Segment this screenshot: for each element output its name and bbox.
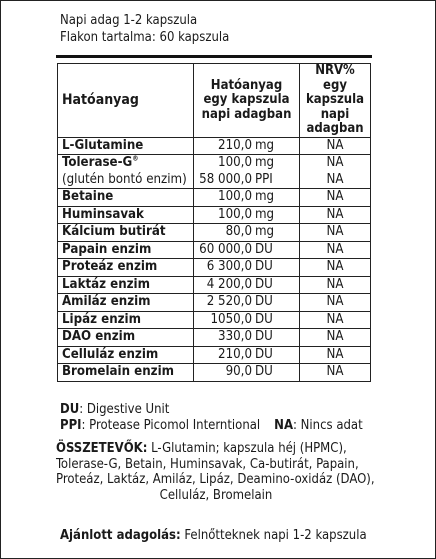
nrv-value: NA — [326, 364, 344, 379]
amount-value-2: 58 000,0 — [199, 171, 252, 187]
nrv-value: NA — [326, 329, 344, 344]
amount-unit: DU — [255, 346, 273, 362]
ingredients-line-4: Celluláz, Bromelain — [159, 487, 273, 503]
amount-value: 60 000,0 — [199, 241, 252, 257]
unit-cell — [252, 224, 300, 242]
amount-unit: mg — [255, 137, 275, 153]
unit-cell — [252, 329, 300, 347]
name-cell — [58, 311, 194, 329]
bottle-content-text: Flakon tartalma: 60 kapszula — [60, 30, 230, 45]
ingredient-name: Bromelain enzim — [62, 364, 174, 379]
amount-unit: mg — [255, 206, 275, 222]
nrv-value: NA — [326, 206, 344, 222]
amount-value: 100,0 — [218, 206, 252, 222]
amount-unit: DU — [255, 294, 273, 309]
name-cell — [58, 294, 194, 312]
amount-value: 100,0 — [218, 189, 252, 204]
col-nrv-header: NRV% egy kapszula napi adagban — [300, 64, 371, 138]
amount-unit: mg — [255, 224, 275, 239]
unit-cell — [252, 346, 300, 364]
table-row — [58, 259, 371, 277]
table-row — [58, 294, 371, 312]
na-text: : Nincs adat — [293, 418, 363, 433]
amount-unit: mg — [255, 155, 275, 170]
nrv-value: NA — [326, 155, 344, 170]
nrv-cell — [300, 155, 371, 189]
du-note — [60, 402, 380, 418]
nrv-value: NA — [326, 224, 344, 239]
table-row — [58, 346, 371, 364]
name-cell — [58, 189, 194, 207]
unit-cell — [252, 276, 300, 294]
amount-cell — [194, 137, 253, 155]
table-row — [58, 311, 371, 329]
amount-unit: DU — [255, 259, 273, 274]
na-abbr: NA — [274, 418, 294, 433]
recommended-dosage — [60, 528, 367, 543]
nutrition-table — [57, 63, 371, 382]
amount-cell — [194, 224, 253, 242]
amount-cell — [194, 241, 253, 259]
unit-cell — [252, 259, 300, 277]
nrv-cell — [300, 241, 371, 259]
amount-value: 80,0 — [225, 224, 252, 239]
amount-cell — [194, 364, 253, 382]
unit-cell — [252, 311, 300, 329]
table-row — [58, 276, 371, 294]
table-row — [58, 155, 371, 189]
name-cell — [58, 276, 194, 294]
ppi-abbr: PPI — [60, 418, 82, 433]
amount-cell — [194, 294, 253, 312]
nrv-value: NA — [326, 241, 344, 257]
ppi-na-note — [60, 418, 380, 434]
table-row — [58, 224, 371, 242]
amount-value: 2 520,0 — [206, 294, 252, 309]
nrv-cell — [300, 329, 371, 347]
name-cell — [58, 329, 194, 347]
amount-value: 6 300,0 — [206, 259, 252, 274]
nrv-cell — [300, 224, 371, 242]
amount-unit: DU — [255, 311, 273, 327]
nrv-cell — [300, 276, 371, 294]
amount-cell — [194, 189, 253, 207]
ingredient-name: Celluláz enzim — [62, 346, 159, 362]
ingredient-name: Kálcium butirát — [62, 224, 166, 239]
ingredients-line-2: Tolerase-G, Betain, Huminsavak, Ca-butirát, Papain, — [56, 456, 359, 472]
name-cell — [58, 224, 194, 242]
ingredients-line-3: Proteáz, Laktáz, Amiláz, Lipáz, Deamino-oxidáz (DAO), — [56, 472, 375, 487]
ingredients-line-1 — [56, 441, 376, 457]
unit-cell — [252, 189, 300, 207]
nrv-cell — [300, 294, 371, 312]
unit-cell — [252, 294, 300, 312]
ingredient-name: Proteáz enzim — [62, 259, 158, 274]
name-cell — [58, 206, 194, 224]
table-body — [58, 137, 371, 381]
ingredient-name: Amiláz enzim — [62, 294, 151, 309]
table-row — [58, 206, 371, 224]
ingredients-text-1: L-Glutamin; kapszula héj (HPMC), — [147, 441, 347, 456]
unit-cell — [252, 364, 300, 382]
ingredient-name: Lipáz enzim — [62, 311, 141, 327]
name-cell — [58, 346, 194, 364]
amount-unit: DU — [255, 241, 273, 257]
amount-value: 1050,0 — [210, 311, 252, 327]
nrv-cell — [300, 189, 371, 207]
amount-unit: DU — [255, 276, 273, 292]
ingredients-label: ÖSSZETEVŐK: — [56, 441, 148, 456]
daily-dose-text: Napi adag 1-2 kapszula — [60, 13, 198, 28]
amount-unit-2: PPI — [255, 171, 273, 187]
abbreviation-notes — [60, 402, 380, 434]
amount-cell — [194, 329, 253, 347]
unit-cell — [252, 155, 300, 189]
ingredient-name: Laktáz enzim — [62, 276, 150, 292]
nrv-value: NA — [326, 137, 344, 153]
ingredient-subtitle: (glutén bontó enzim) — [62, 171, 187, 187]
nrv-value: NA — [326, 189, 344, 204]
nrv-value: NA — [326, 346, 344, 362]
amount-cell — [194, 276, 253, 294]
ppi-text: : Protease Picomol Interntional — [81, 418, 261, 433]
amount-cell — [194, 206, 253, 224]
ingredients — [56, 441, 376, 503]
amount-value: 210,0 — [218, 137, 252, 153]
unit-cell — [252, 241, 300, 259]
table-row — [58, 364, 371, 382]
name-cell — [58, 155, 194, 189]
amount-value: 4 200,0 — [206, 276, 252, 292]
registered-mark: ® — [132, 154, 139, 163]
amount-value: 100,0 — [218, 155, 252, 170]
table-row — [58, 329, 371, 347]
amount-cell — [194, 311, 253, 329]
nrv-cell — [300, 259, 371, 277]
amount-value: 210,0 — [218, 346, 252, 362]
col-name-header: Hatóanyag — [58, 64, 194, 138]
header — [60, 12, 229, 46]
unit-cell — [252, 206, 300, 224]
amount-cell — [194, 259, 253, 277]
name-cell — [58, 137, 194, 155]
name-cell — [58, 364, 194, 382]
nrv-value: NA — [326, 311, 344, 327]
nrv-value: NA — [326, 276, 344, 292]
amount-unit: mg — [255, 189, 275, 204]
ingredient-name: DAO enzim — [62, 329, 136, 344]
amount-value: 330,0 — [218, 329, 252, 344]
dosage-text: Felnőtteknek napi 1-2 kapszula — [180, 528, 367, 543]
amount-cell — [194, 346, 253, 364]
ingredient-name: Papain enzim — [62, 241, 152, 257]
ingredient-name: Huminsavak — [62, 206, 144, 222]
ingredient-name: Tolerase-G — [62, 155, 133, 170]
header-divider — [56, 55, 372, 58]
unit-cell — [252, 137, 300, 155]
table-row — [58, 189, 371, 207]
amount-value: 90,0 — [225, 364, 252, 379]
table-header-row — [58, 64, 371, 138]
table-row — [58, 241, 371, 259]
nrv-cell — [300, 346, 371, 364]
nrv-value: NA — [326, 259, 344, 274]
amount-cell — [194, 155, 253, 189]
amount-unit: DU — [255, 329, 273, 344]
nrv-cell — [300, 137, 371, 155]
ingredient-name: Betaine — [62, 189, 114, 204]
nrv-cell — [300, 311, 371, 329]
nrv-value: NA — [326, 294, 344, 309]
du-text: : Digestive Unit — [79, 402, 170, 417]
ingredient-name: L-Glutamine — [62, 137, 144, 153]
amount-unit: DU — [255, 364, 273, 379]
col-amount-header: Hatóanyag egy kapszula napi adagban — [194, 64, 300, 138]
du-abbr: DU — [60, 402, 80, 417]
name-cell — [58, 241, 194, 259]
nrv-cell — [300, 206, 371, 224]
nrv-cell — [300, 364, 371, 382]
name-cell — [58, 259, 194, 277]
dosage-label: Ajánlott adagolás: — [60, 528, 181, 543]
table-row — [58, 137, 371, 155]
nrv-value-2: NA — [326, 171, 344, 187]
